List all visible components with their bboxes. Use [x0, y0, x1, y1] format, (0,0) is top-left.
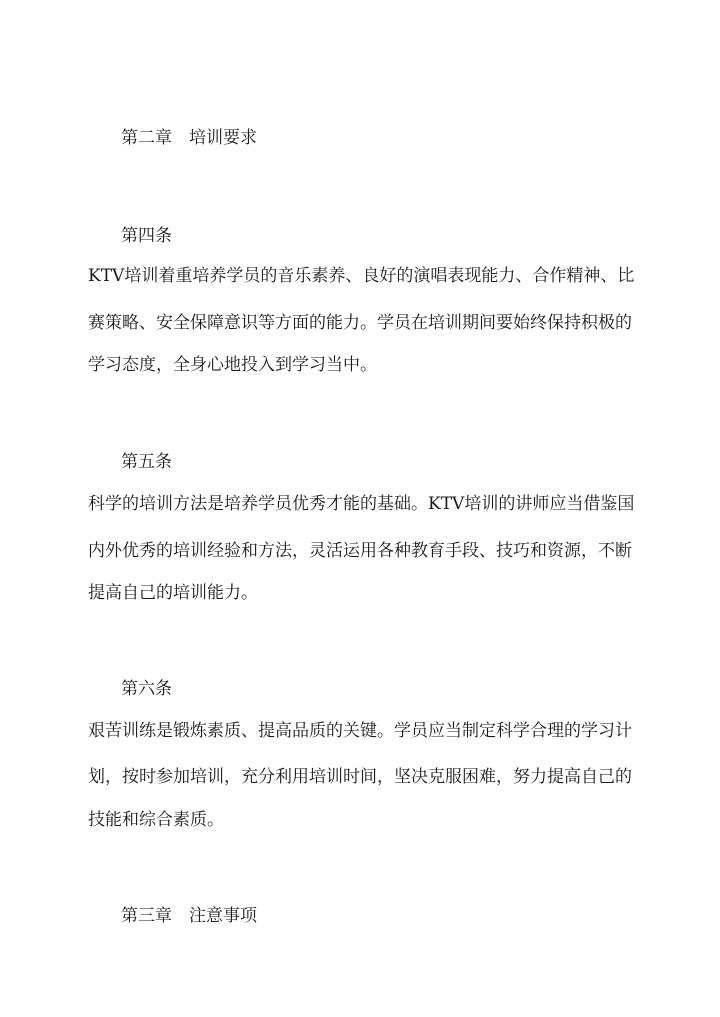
article-5-line-3: 提高自己的培训能力。 [88, 583, 258, 603]
article-6-title: 第六条 [121, 679, 172, 699]
article-6-line-3: 技能和综合素质。 [88, 810, 224, 830]
article-4-line-2: 赛策略、安全保障意识等方面的能力。学员在培训期间要始终保持积极的 [88, 313, 632, 333]
article-4-title: 第四条 [121, 226, 172, 246]
article-5-line-2: 内外优秀的培训经验和方法，灵活运用各种教育手段、技巧和资源，不断 [88, 541, 632, 561]
chapter-3-title: 第三章 注意事项 [121, 906, 257, 926]
article-4-line-1: KTV培训着重培养学员的音乐素养、良好的演唱表现能力、合作精神、比 [88, 266, 635, 286]
article-6-line-1: 艰苦训练是锻炼素质、提高品质的关键。学员应当制定科学合理的学习计 [88, 721, 632, 741]
chapter-2-title: 第二章 培训要求 [121, 128, 257, 148]
article-4-line-3: 学习态度，全身心地投入到学习当中。 [88, 355, 377, 375]
article-6-line-2: 划，按时参加培训，充分利用培训时间，坚决克服困难，努力提高自己的 [88, 767, 632, 787]
article-5-line-1: 科学的培训方法是培养学员优秀才能的基础。KTV培训的讲师应当借鉴国 [88, 494, 635, 514]
article-5-title: 第五条 [121, 452, 172, 472]
